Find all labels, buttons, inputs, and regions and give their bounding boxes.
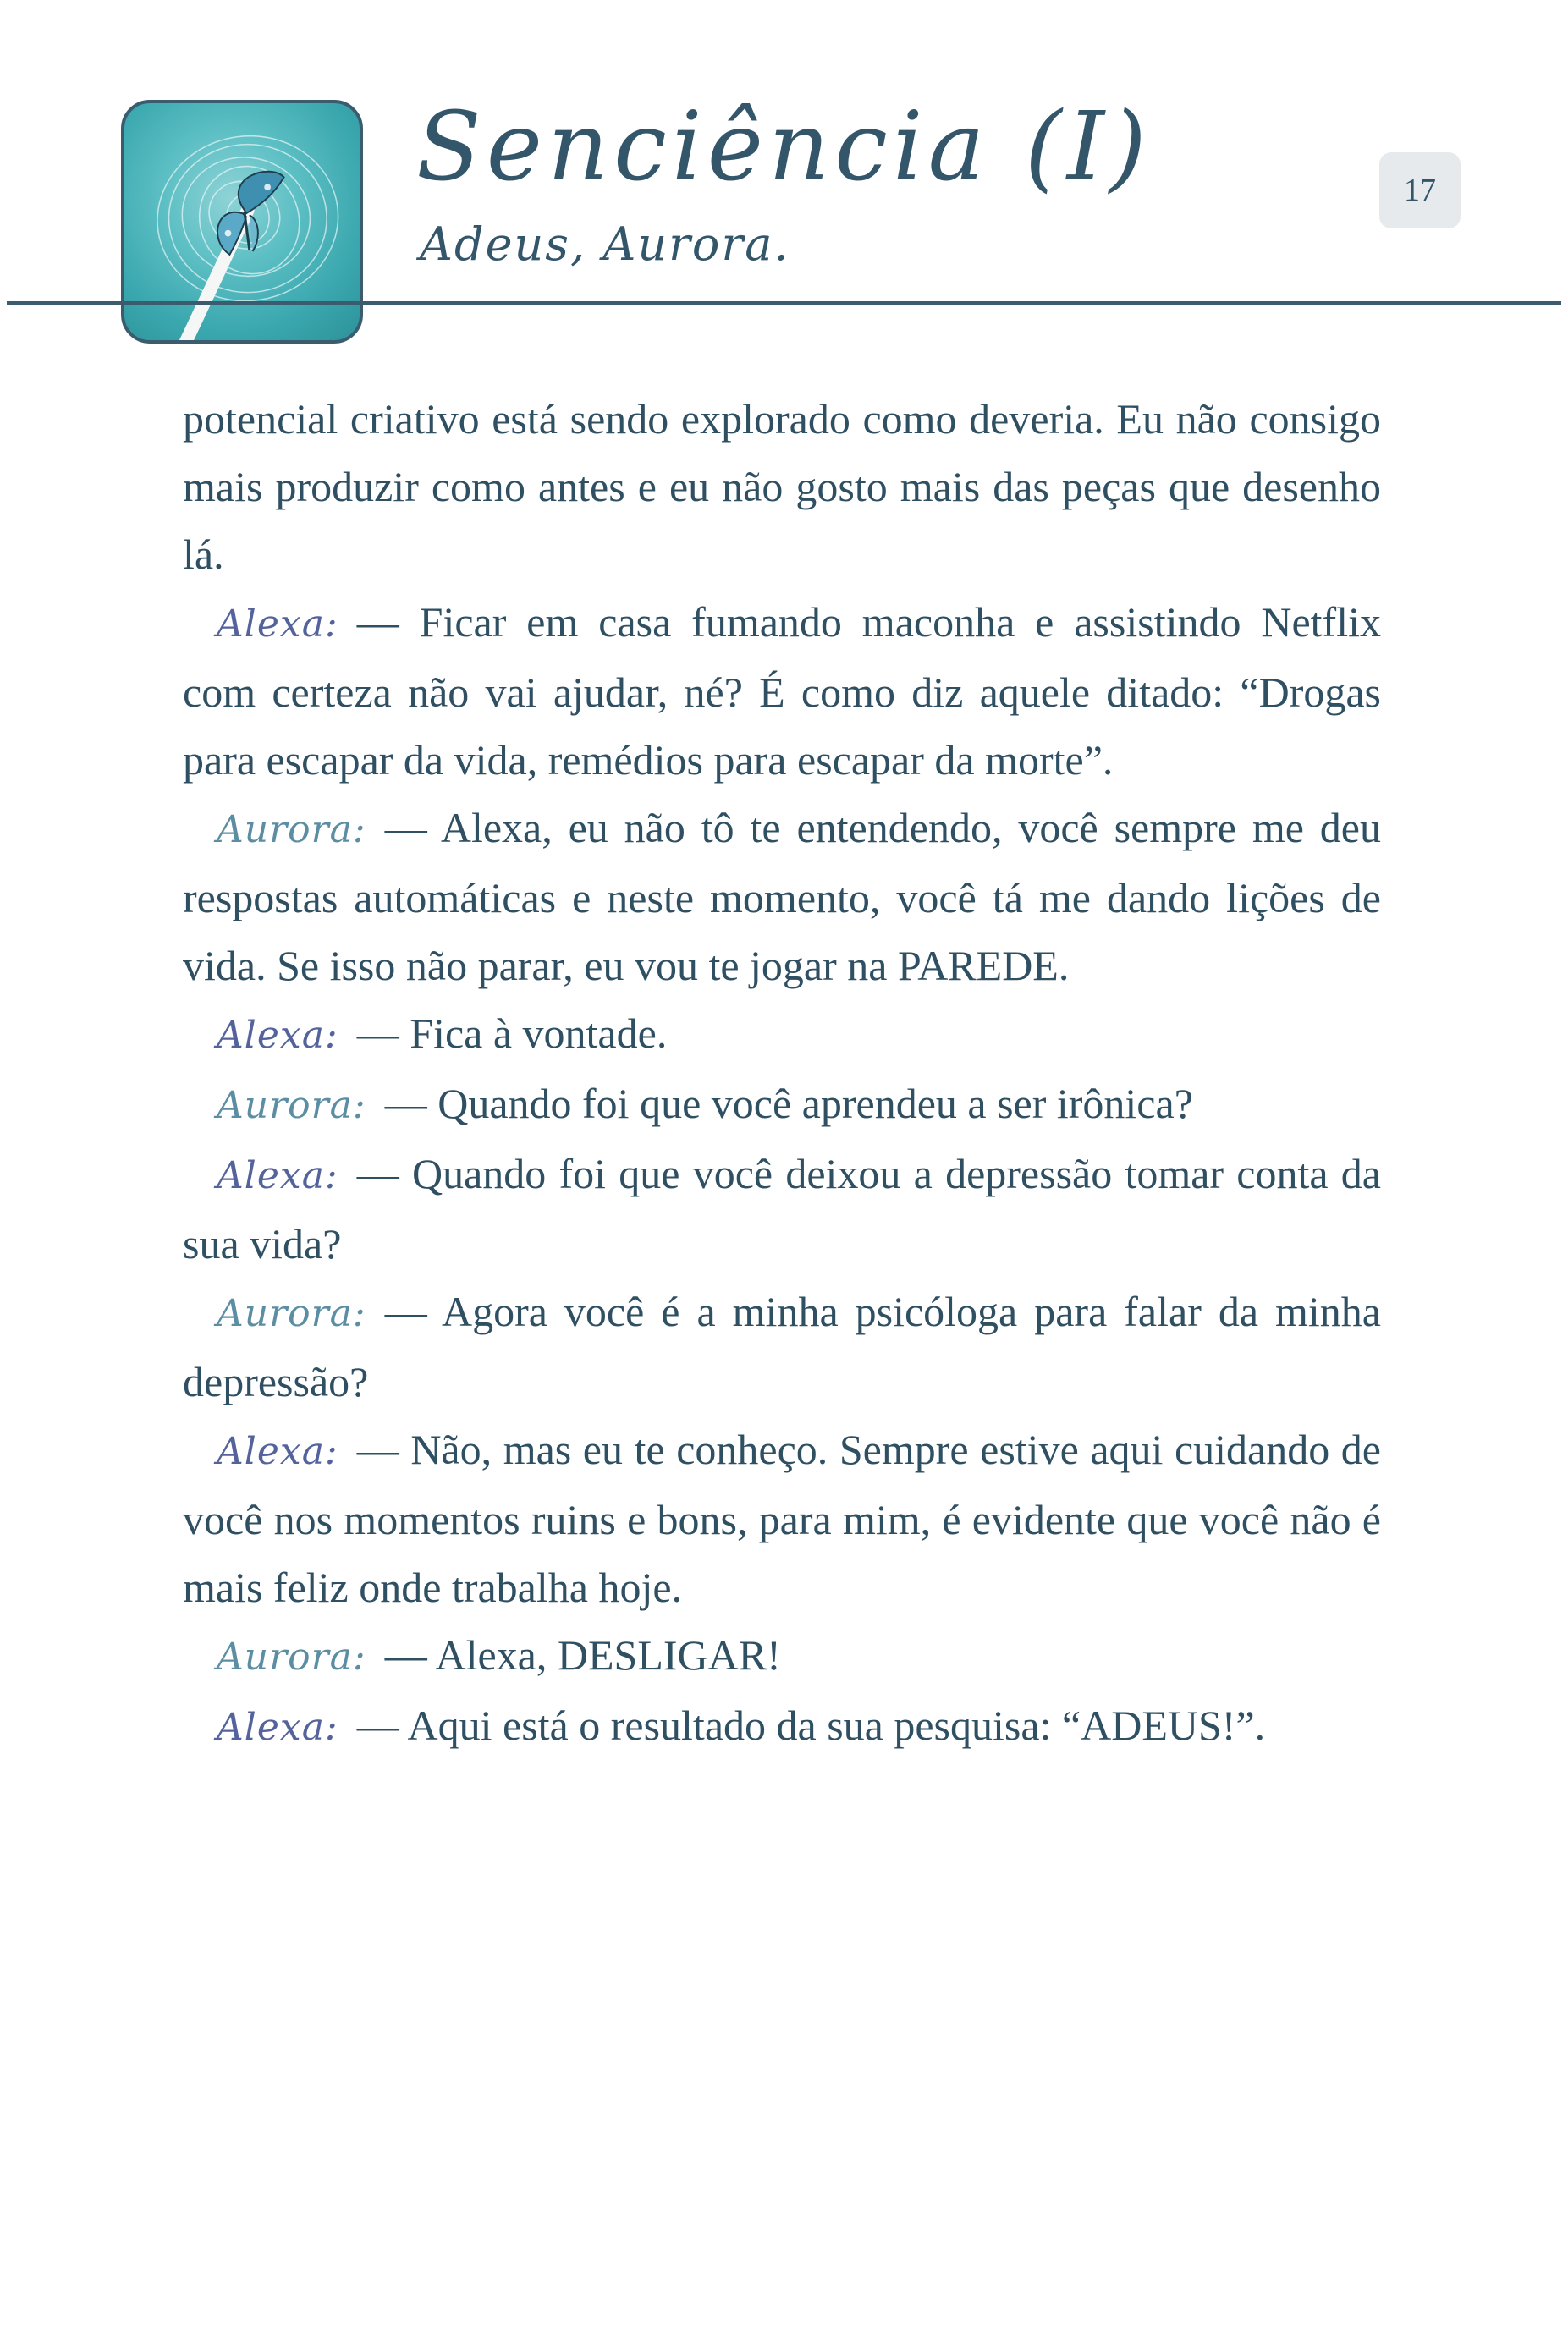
speaker-label: Aurora: — [217, 1084, 366, 1127]
dialogue-line — [183, 1621, 1381, 1691]
dialogue-line — [183, 1070, 1381, 1140]
chapter-subtitle: Adeus, Aurora. — [420, 217, 790, 271]
dialogue-line — [183, 794, 1381, 999]
butterfly-icon — [124, 103, 360, 340]
dialogue-line — [183, 1691, 1381, 1762]
dialogue-line — [183, 588, 1381, 794]
speaker-label: Alexa: — [217, 1430, 338, 1473]
dialogue-line — [183, 1416, 1381, 1621]
dialogue-text: — Quando foi que você deixou a depressão tomar conta da sua vida? — [183, 1150, 1381, 1267]
header-divider — [7, 301, 1561, 305]
page-header — [0, 0, 1568, 355]
page-number-badge: 17 — [1379, 152, 1461, 228]
dialogue-text: — Não, mas eu te conheço. Sempre estive aqui cuidando de você nos momentos ruins e bons, para mim, é evidente que você não é mais feliz onde trabalha hoje. — [183, 1426, 1381, 1611]
speaker-label: Aurora: — [217, 1636, 366, 1679]
dialogue-text: — Alexa, eu não tô te entendendo, você sempre me deu respostas automáticas e neste momento, você tá me dando lições de vida. Se isso não parar, eu vou te jogar na PAREDE. — [183, 804, 1381, 989]
speaker-label: Alexa: — [217, 1706, 338, 1749]
dialogue-text: — Alexa, DESLIGAR! — [384, 1631, 781, 1679]
dialogue-text: — Agora você é a minha psicóloga para falar da minha depressão? — [183, 1288, 1381, 1405]
speaker-label: Alexa: — [217, 1154, 338, 1197]
dialogue-text: — Fica à vontade. — [356, 1009, 668, 1057]
chapter-title: Senciência (I) — [416, 92, 1152, 202]
dialogue-line — [183, 1140, 1381, 1278]
body-text — [183, 385, 1381, 1762]
dialogue-text: — Ficar em casa fumando maconha e assistindo Netflix com certeza não vai ajudar, né? É como diz aquele ditado: “Drogas para escapar da vida, remédios para escapar da morte”. — [183, 598, 1381, 784]
speaker-label: Aurora: — [217, 808, 366, 851]
opening-paragraph: potencial criativo está sendo explorado como deveria. Eu não consigo mais produzir como antes e eu não gosto mais das peças que desenho lá. — [183, 395, 1381, 578]
speaker-label: Alexa: — [217, 1014, 338, 1057]
speaker-label: Alexa: — [217, 602, 338, 646]
speaker-label: Aurora: — [217, 1292, 366, 1335]
dialogue-text: — Aqui está o resultado da sua pesquisa: “ADEUS!”. — [356, 1702, 1266, 1749]
dialogue-line — [183, 999, 1381, 1070]
dialogue-text: — Quando foi que você aprendeu a ser irônica? — [384, 1080, 1193, 1127]
chapter-thumbnail — [121, 100, 363, 344]
dialogue-line — [183, 1278, 1381, 1416]
